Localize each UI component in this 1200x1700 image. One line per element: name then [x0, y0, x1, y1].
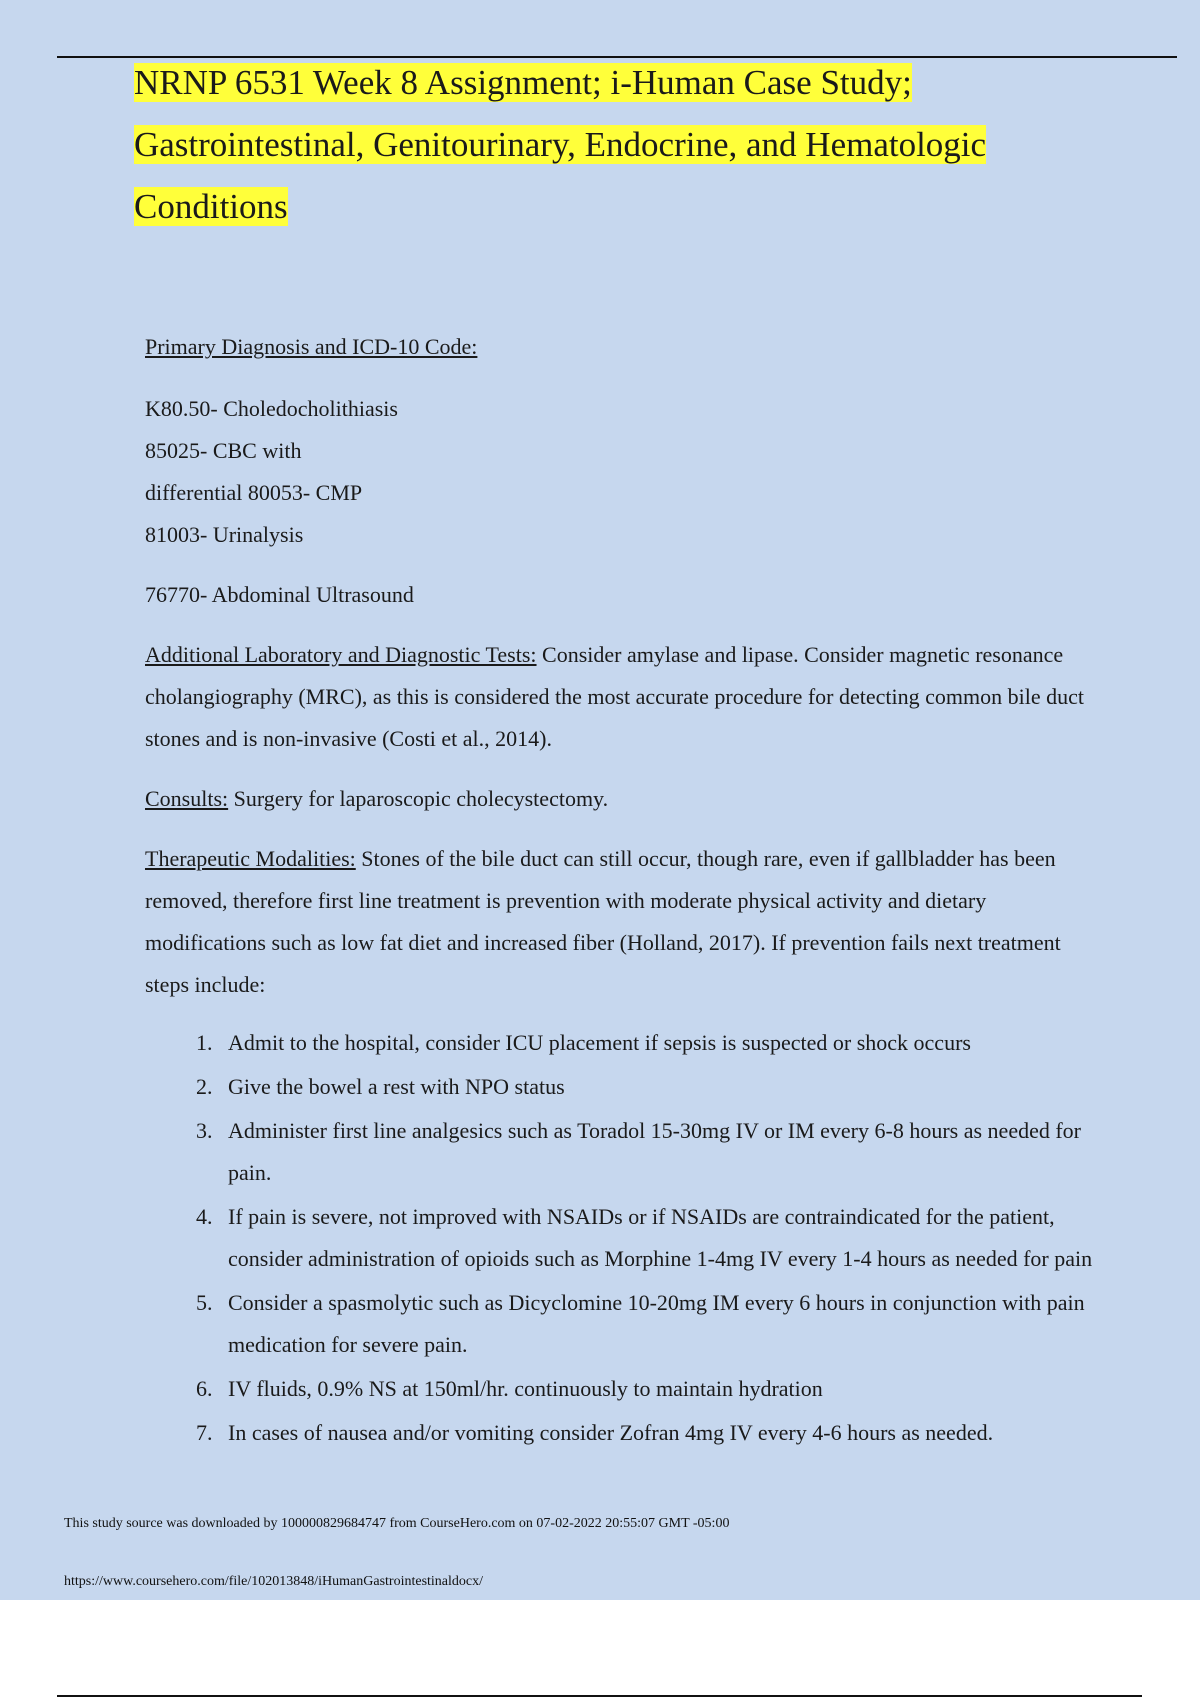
therapeutic-paragraph: [145, 838, 1095, 1006]
code-line: differential 80053- CMP: [145, 480, 363, 505]
code-line: 85025- CBC with: [145, 438, 302, 463]
therapeutic-text: Stones of the bile duct can still occur, though rare, even if gallbladder has been removed, therefore first line treatment is prevention with moderate physical activity and dietary modifications such as low fat diet and increased fiber (Holland, 2017). If prevention fails next treatment steps include:: [145, 846, 1061, 997]
source-url[interactable]: https://www.coursehero.com/file/102013848/iHumanGastrointestinaldocx/: [64, 1574, 484, 1589]
consults-heading: Consults:: [145, 786, 229, 811]
download-source-note: This study source was downloaded by 100000829684747 from CourseHero.com on 07-02-2022 20:55:07 GMT -05:00: [64, 1516, 730, 1531]
treatment-step: 2. Give the bowel a rest with NPO status: [218, 1066, 1095, 1108]
treatment-step: 6. IV fluids, 0.9% NS at 150ml/hr. continuously to maintain hydration: [218, 1368, 1095, 1410]
treatment-step: 5. Consider a spasmolytic such as Dicyclomine 10-20mg IM every 6 hours in conjunction with pain medication for severe pain.: [218, 1282, 1095, 1366]
additional-tests-text: Consider amylase and lipase. Consider magnetic resonance cholangiography (MRC), as this is considered the most accurate procedure for detecting common bile duct stones and is non-invasive (Costi et al., 2014).: [145, 642, 1084, 751]
treatment-step: 1. Admit to the hospital, consider ICU placement if sepsis is suspected or shock occurs: [218, 1022, 1095, 1064]
code-list: [145, 388, 1095, 556]
ultrasound-code: 76770- Abdominal Ultrasound: [145, 582, 414, 607]
treatment-steps: [145, 1022, 1095, 1454]
title-text: NRNP 6531 Week 8 Assignment; i-Human Case Study; Gastrointestinal, Genitourinary, Endocrine, and Hematologic Conditions: [134, 63, 987, 226]
additional-tests-heading: Additional Laboratory and Diagnostic Tests:: [145, 642, 537, 667]
treatment-step: 3. Administer first line analgesics such as Toradol 15-30mg IV or IM every 6-8 hours as needed for pain.: [218, 1110, 1095, 1194]
treatment-step: 4. If pain is severe, not improved with NSAIDs or if NSAIDs are contraindicated for the patient, consider administration of opioids such as Morphine 1-4mg IV every 1-4 hours as needed for pain: [218, 1196, 1095, 1280]
consults-text: Surgery for laparoscopic cholecystectomy.: [228, 786, 609, 811]
code-line: K80.50- Choledocholithiasis: [145, 396, 398, 421]
document-body: [145, 334, 1095, 1456]
additional-tests-paragraph: [145, 634, 1095, 760]
bottom-divider: [57, 1695, 1142, 1697]
document-title: [134, 52, 1094, 238]
consults-paragraph: [145, 778, 1095, 820]
primary-diagnosis-heading: Primary Diagnosis and ICD-10 Code:: [145, 334, 478, 359]
code-line: 81003- Urinalysis: [145, 522, 304, 547]
treatment-step: 7. In cases of nausea and/or vomiting consider Zofran 4mg IV every 4-6 hours as needed.: [218, 1412, 1095, 1454]
therapeutic-heading: Therapeutic Modalities:: [145, 846, 356, 871]
